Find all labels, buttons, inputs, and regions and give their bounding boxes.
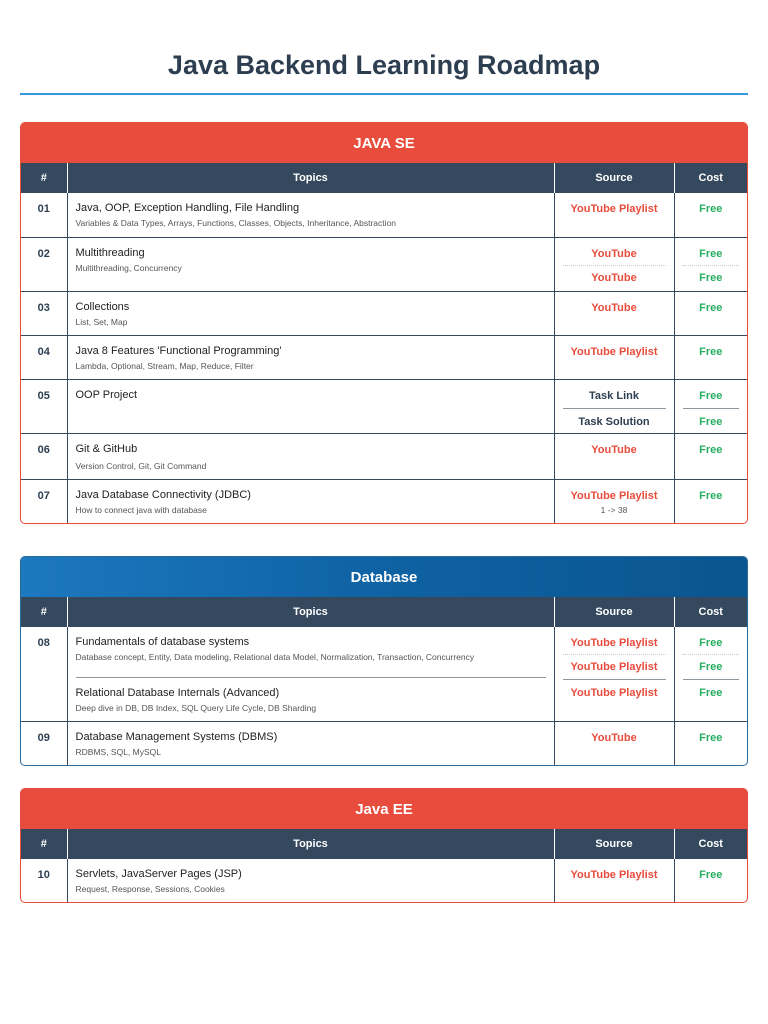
topic-cell (67, 237, 554, 291)
title-divider (20, 93, 748, 95)
topic-title: Servlets, JavaServer Pages (JSP) (75, 868, 242, 880)
row-number: 03 (21, 291, 67, 335)
topic-cell (67, 379, 554, 433)
table-row (21, 291, 747, 335)
row-number: 09 (21, 722, 67, 766)
source-cell (554, 627, 674, 722)
row-number: 04 (21, 335, 67, 379)
table-header-row (21, 829, 747, 859)
cost-cell (674, 237, 747, 291)
roadmap-table (21, 163, 747, 523)
topic-title: Fundamentals of database systems (75, 636, 250, 648)
cost-cell (674, 627, 747, 722)
cost-label: Free (699, 489, 723, 502)
source-cell (554, 479, 674, 523)
youtube-playlist-link[interactable]: YouTube Playlist (570, 489, 658, 502)
item-divider (683, 654, 740, 655)
youtube-link[interactable]: YouTube (591, 271, 637, 284)
topic-title: Java, OOP, Exception Handling, File Handling (75, 202, 300, 214)
topic-subtitle: Deep dive in DB, DB Index, SQL Query Life Cycle, DB Sharding (75, 703, 317, 713)
table-row (21, 335, 747, 379)
item-divider (683, 408, 740, 409)
section-header: Database (21, 557, 747, 597)
table-row (21, 379, 747, 433)
cost-label: Free (699, 687, 723, 699)
cost-label: Free (699, 203, 723, 215)
cost-cell (674, 722, 747, 766)
youtube-playlist-link[interactable]: YouTube Playlist (570, 203, 658, 215)
table-header-row (21, 597, 747, 627)
youtube-playlist-link[interactable]: YouTube Playlist (570, 345, 658, 358)
col-header-topics: Topics (67, 829, 554, 859)
source-cell (554, 335, 674, 379)
section-database (20, 556, 748, 766)
item-divider (563, 679, 666, 680)
playlist-range-note: 1 -> 38 (600, 504, 628, 515)
cost-label: Free (699, 301, 723, 314)
cost-cell (674, 335, 747, 379)
col-header-cost: Cost (674, 163, 747, 193)
source-cell (554, 379, 674, 433)
topic-subtitle: Database concept, Entity, Data modeling, Relational data Model, Normalization, Transaction, Concurrency (75, 652, 475, 662)
topic-cell (67, 433, 554, 479)
row-number: 10 (37, 869, 50, 881)
table-row (21, 193, 747, 237)
cost-label: Free (699, 389, 723, 402)
youtube-link[interactable]: YouTube (591, 301, 637, 314)
item-divider (683, 679, 740, 680)
item-divider (683, 265, 740, 266)
topic-title: Collections (75, 300, 130, 313)
col-header-cost: Cost (674, 597, 747, 627)
source-cell (554, 722, 674, 766)
cost-label: Free (699, 637, 723, 649)
row-number: 01 (37, 203, 50, 215)
roadmap-table (21, 829, 747, 902)
col-header-topics: Topics (67, 163, 554, 193)
col-header-cost: Cost (674, 829, 747, 859)
row-number: 06 (21, 433, 67, 479)
topic-subtitle: Lambda, Optional, Stream, Map, Reduce, Filter (75, 360, 254, 371)
section-java-ee (20, 788, 748, 903)
cost-label: Free (699, 271, 723, 284)
cost-cell (674, 859, 747, 902)
topic-subtitle: Multithreading, Concurrency (75, 262, 182, 273)
cost-label: Free (699, 732, 723, 744)
table-row (21, 722, 747, 766)
section-java-se (20, 122, 748, 524)
row-number: 07 (21, 479, 67, 523)
section-header: JAVA SE (21, 123, 747, 163)
youtube-playlist-link[interactable]: YouTube Playlist (570, 869, 658, 881)
cost-label: Free (699, 443, 723, 456)
youtube-playlist-link[interactable]: YouTube Playlist (570, 687, 658, 699)
source-cell (554, 291, 674, 335)
youtube-playlist-link[interactable]: YouTube Playlist (570, 637, 658, 649)
col-header-num: # (21, 597, 67, 627)
source-cell (554, 193, 674, 237)
table-row (21, 479, 747, 523)
topic-cell (67, 859, 554, 902)
roadmap-table (21, 597, 747, 765)
col-header-num: # (21, 163, 67, 193)
col-header-source: Source (554, 829, 674, 859)
topic-cell (67, 627, 554, 722)
row-number: 05 (21, 379, 67, 433)
topic-subtitle: Variables & Data Types, Arrays, Functions, Classes, Objects, Inheritance, Abstraction (75, 218, 396, 228)
topic-cell (67, 335, 554, 379)
table-row (21, 237, 747, 291)
item-divider (563, 265, 666, 266)
cost-label: Free (699, 247, 723, 260)
page-title: Java Backend Learning Roadmap (167, 50, 601, 80)
topic-cell (67, 722, 554, 766)
topic-title: Multithreading (75, 246, 145, 259)
col-header-topics: Topics (67, 597, 554, 627)
topic-subtitle: List, Set, Map (75, 316, 128, 327)
topic-title: Java Database Connectivity (JDBC) (75, 488, 251, 501)
cost-cell (674, 433, 747, 479)
topic-cell (67, 193, 554, 237)
table-row (21, 433, 747, 479)
topic-title: OOP Project (75, 388, 138, 401)
source-cell (554, 433, 674, 479)
source-cell (554, 859, 674, 902)
topic-title: Relational Database Internals (Advanced) (75, 687, 280, 699)
topic-subtitle: How to connect java with database (75, 504, 207, 515)
col-header-source: Source (554, 597, 674, 627)
cost-label: Free (699, 661, 723, 673)
topic-title: Database Management Systems (DBMS) (75, 731, 278, 743)
item-divider (563, 408, 666, 409)
cost-cell (674, 291, 747, 335)
topic-subtitle: Request, Response, Sessions, Cookies (75, 884, 225, 894)
cost-cell (674, 479, 747, 523)
source-cell (554, 237, 674, 291)
row-number: 08 (37, 637, 50, 649)
row-number: 02 (21, 237, 67, 291)
col-header-num: # (21, 829, 67, 859)
section-header: Java EE (21, 789, 747, 829)
topic-title: Java 8 Features 'Functional Programming' (75, 344, 282, 357)
topic-subtitle: Version Control, Git, Git Command (75, 460, 207, 471)
topic-cell (67, 291, 554, 335)
table-row (21, 627, 747, 722)
youtube-link[interactable]: YouTube (591, 247, 637, 260)
youtube-link[interactable]: YouTube (591, 732, 637, 744)
col-header-source: Source (554, 163, 674, 193)
topic-title: Git & GitHub (75, 442, 138, 455)
task-solution-link[interactable]: Task Solution (578, 415, 650, 428)
cost-cell (674, 193, 747, 237)
cost-cell (674, 379, 747, 433)
task-link[interactable]: Task Link (589, 389, 639, 402)
cost-label: Free (699, 345, 723, 358)
table-header-row (21, 163, 747, 193)
cost-label: Free (699, 415, 723, 428)
topic-cell (67, 479, 554, 523)
cost-label: Free (699, 869, 723, 881)
topic-subtitle: RDBMS, SQL, MySQL (75, 747, 161, 757)
youtube-playlist-link[interactable]: YouTube Playlist (570, 661, 658, 673)
topic-divider (76, 677, 546, 678)
youtube-link[interactable]: YouTube (591, 443, 637, 456)
item-divider (563, 654, 666, 655)
table-row (21, 859, 747, 902)
